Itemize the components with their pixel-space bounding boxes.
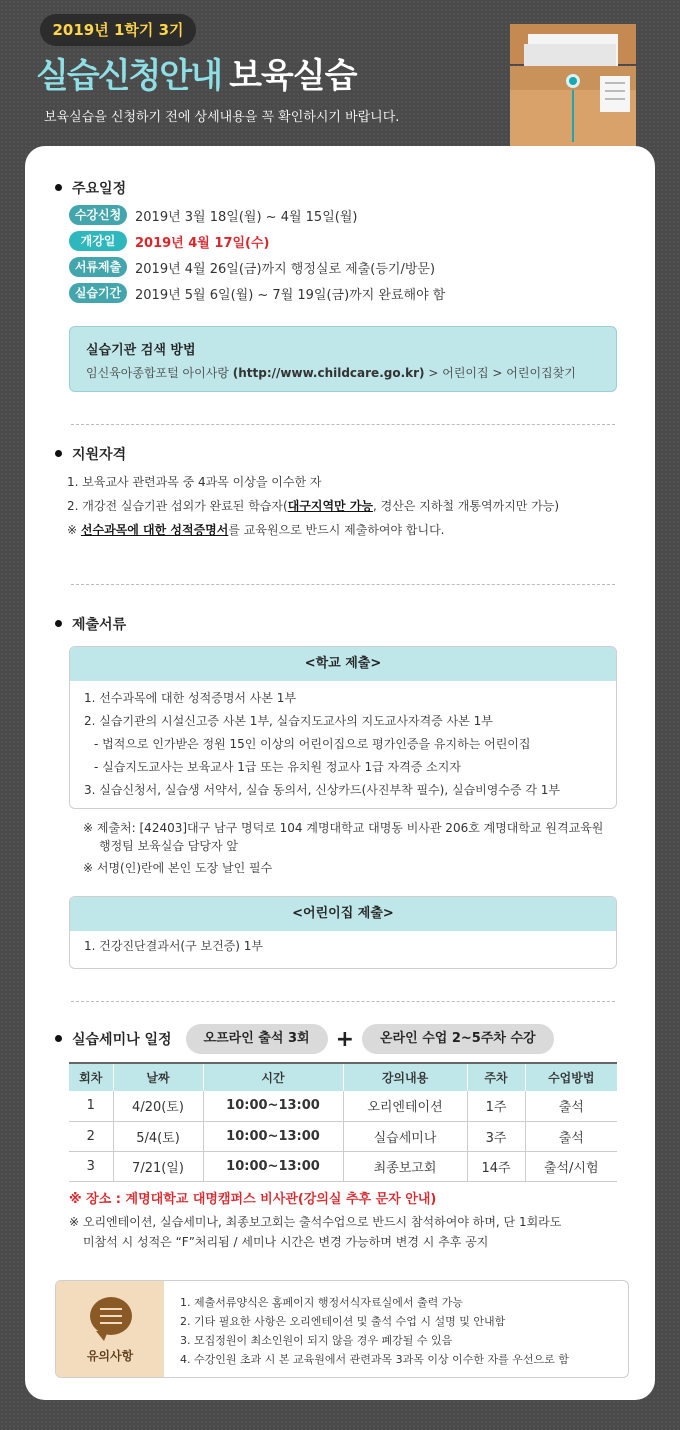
caution-label-panel bbox=[56, 1281, 164, 1378]
schedule-row bbox=[69, 280, 629, 306]
schedule-row bbox=[69, 228, 629, 254]
seminar-place: ※ 장소 : 계명대학교 대명캠퍼스 비사관(강의실 추후 문자 안내) bbox=[69, 1192, 437, 1207]
divider bbox=[71, 584, 615, 585]
qualification-text: 를 교육원으로 반드시 제출하여야 합니다. bbox=[228, 523, 445, 537]
document-item: 3. 실습신청서, 실습생 서약서, 실습 동의서, 신상카드(사진부착 필수), 실습비영수증 각 1부 bbox=[84, 783, 560, 797]
qualification-list bbox=[67, 470, 627, 542]
section-title-schedule: 주요일정 bbox=[55, 178, 126, 198]
page-title bbox=[36, 48, 356, 98]
table-cell: 출석 bbox=[525, 1121, 617, 1151]
document-subitem: - 법적으로 인가받은 정원 15인 이상의 어린이집으로 평가인증을 유지하는 어린이집 bbox=[94, 737, 531, 751]
section-title-qualification: 지원자격 bbox=[55, 444, 126, 464]
school-documents-box bbox=[69, 646, 617, 809]
document-item: 2. 실습기관의 시설신고증 사본 1부, 실습지도교사의 지도교사자격증 사본 1부 bbox=[84, 714, 493, 728]
table-row bbox=[69, 1121, 617, 1151]
seminar-notes bbox=[69, 1190, 629, 1252]
seminar-note-cont: 미참석 시 성적은 “F”처리됨 / 세미나 시간은 변경 가능하며 변경 시 추후 공지 bbox=[83, 1235, 489, 1249]
school-documents-header: <학교 제출> bbox=[70, 647, 616, 681]
qualification-text: 2. 개강전 실습기관 섭외가 완료된 학습자( bbox=[67, 499, 288, 513]
search-portal-url[interactable]: (http://www.childcare.go.kr) bbox=[232, 366, 425, 380]
caution-item: 2. 기타 필요한 사항은 오리엔테이션 및 출석 수업 시 설명 및 안내함 bbox=[180, 1315, 506, 1328]
daycare-documents-header: <어린이집 제출> bbox=[70, 897, 616, 931]
document-item: 1. 건강진단결과서(구 보건증) 1부 bbox=[84, 939, 263, 953]
table-cell: 오리엔테이션 bbox=[343, 1091, 467, 1121]
table-cell: 10:00~13:00 bbox=[203, 1151, 343, 1181]
table-cell: 10:00~13:00 bbox=[203, 1121, 343, 1151]
qualification-item: 1. 보육교사 관련과목 중 4과목 이상을 이수한 자 bbox=[67, 475, 322, 489]
plus-sign: + bbox=[335, 1026, 354, 1052]
qualification-text: , 경산은 지하철 개통역까지만 가능) bbox=[373, 499, 560, 513]
column-header: 시간 bbox=[203, 1063, 343, 1091]
qualification-emphasis: 선수과목에 대한 성적증명서 bbox=[80, 523, 229, 537]
daycare-documents-box bbox=[69, 896, 617, 969]
schedule-text: 2019년 4월 26일(금)까지 행정실로 제출(등기/방문) bbox=[135, 261, 436, 277]
document-subitem: - 실습지도교사는 보육교사 1급 또는 유치원 정교사 1급 자격증 소지자 bbox=[94, 760, 461, 774]
divider bbox=[71, 1001, 615, 1002]
qualification-emphasis: 대구지역만 가능 bbox=[287, 499, 374, 513]
search-method-box bbox=[69, 326, 617, 392]
table-cell: 3 bbox=[69, 1151, 113, 1181]
column-header: 날짜 bbox=[113, 1063, 203, 1091]
speech-bubble-icon bbox=[90, 1297, 132, 1335]
documents-notes bbox=[83, 819, 633, 877]
table-cell: 5/4(토) bbox=[113, 1121, 203, 1151]
caution-box bbox=[55, 1280, 629, 1378]
section-title-seminar: 실습세미나 일정 bbox=[55, 1029, 172, 1049]
search-portal-breadcrumb: > 어린이집 > 어린이집찾기 bbox=[428, 366, 576, 380]
qualification-text: ※ bbox=[67, 523, 78, 537]
table-cell: 실습세미나 bbox=[343, 1121, 467, 1151]
schedule-row bbox=[69, 254, 629, 280]
divider bbox=[71, 424, 615, 425]
term-badge: 2019년 1학기 3기 bbox=[40, 14, 196, 46]
table-cell: 3주 bbox=[467, 1121, 525, 1151]
table-cell: 1 bbox=[69, 1091, 113, 1121]
table-header-row bbox=[69, 1063, 617, 1091]
table-row bbox=[69, 1151, 617, 1181]
table-cell: 7/21(일) bbox=[113, 1151, 203, 1181]
daycare-documents-body bbox=[70, 931, 616, 968]
note-item: ※ 서명(인)란에 본인 도장 날인 필수 bbox=[83, 861, 273, 875]
column-header: 강의내용 bbox=[343, 1063, 467, 1091]
qualification-item bbox=[67, 494, 627, 518]
search-method-title: 실습기관 검색 방법 bbox=[86, 343, 196, 358]
section-title-documents: 제출서류 bbox=[55, 614, 126, 634]
caution-item: 3. 모집정원이 최소인원이 되지 않을 경우 폐강될 수 있음 bbox=[180, 1334, 453, 1347]
table-cell: 출석/시험 bbox=[525, 1151, 617, 1181]
envelope-string bbox=[572, 90, 574, 142]
table-cell: 4/20(토) bbox=[113, 1091, 203, 1121]
document-item: 1. 선수과목에 대한 성적증명서 사본 1부 bbox=[84, 691, 297, 705]
table-cell: 출석 bbox=[525, 1091, 617, 1121]
column-header: 주차 bbox=[467, 1063, 525, 1091]
seminar-header bbox=[55, 1024, 554, 1054]
schedule-list bbox=[69, 202, 629, 306]
offline-badge: 오프라인 출석 3회 bbox=[186, 1024, 328, 1054]
table-cell: 10:00~13:00 bbox=[203, 1091, 343, 1121]
envelope-illustration bbox=[510, 12, 636, 146]
table-cell: 14주 bbox=[467, 1151, 525, 1181]
caution-label: 유의사항 bbox=[86, 1349, 134, 1363]
schedule-tag: 실습기간 bbox=[69, 283, 127, 303]
search-portal-name: 임신육아종합포털 아이사랑 bbox=[86, 366, 229, 380]
title-accent: 실습신청안내 bbox=[36, 56, 222, 96]
caution-item: 1. 제출서류양식은 홈페이지 행정서식자료실에서 출력 가능 bbox=[180, 1296, 463, 1309]
schedule-tag: 서류제출 bbox=[69, 257, 127, 277]
title-plain: 보육실습 bbox=[229, 56, 357, 96]
note-item-cont: 행정팀 보육실습 담당자 앞 bbox=[99, 839, 238, 853]
seminar-table bbox=[69, 1062, 617, 1182]
schedule-tag: 수강신청 bbox=[69, 205, 127, 225]
schedule-tag: 개강일 bbox=[69, 231, 127, 251]
qualification-item bbox=[67, 518, 627, 542]
table-cell: 1주 bbox=[467, 1091, 525, 1121]
caution-item: 4. 수강인원 초과 시 본 교육원에서 관련과목 3과목 이상 이수한 자를 우선으로 함 bbox=[180, 1353, 569, 1366]
table-cell: 2 bbox=[69, 1121, 113, 1151]
column-header: 회차 bbox=[69, 1063, 113, 1091]
page-subtitle: 보육실습을 신청하기 전에 상세내용을 꼭 확인하시기 바랍니다. bbox=[44, 110, 400, 125]
online-badge: 온라인 수업 2~5주차 수강 bbox=[362, 1024, 554, 1054]
envelope-button bbox=[566, 74, 580, 88]
table-row bbox=[69, 1091, 617, 1121]
content-card bbox=[25, 146, 655, 1400]
column-header: 수업방법 bbox=[525, 1063, 617, 1091]
seminar-note: ※ 오리엔테이션, 실습세미나, 최종보고회는 출석수업으로 반드시 참석하여야 하며, 단 1회라도 bbox=[69, 1215, 562, 1229]
schedule-text-highlight: 2019년 4월 17일(수) bbox=[135, 235, 270, 251]
table-cell: 최종보고회 bbox=[343, 1151, 467, 1181]
school-documents-body bbox=[70, 681, 616, 808]
search-method-path bbox=[86, 364, 600, 381]
note-item: ※ 제출처: [42403]대구 남구 명덕로 104 계명대학교 대명동 비사관 206호 계명대학교 원격교육원 bbox=[83, 821, 604, 835]
schedule-row bbox=[69, 202, 629, 228]
schedule-text: 2019년 3월 18일(월) ~ 4월 15일(월) bbox=[135, 209, 358, 225]
caution-list bbox=[180, 1293, 620, 1369]
envelope-note bbox=[600, 76, 630, 112]
schedule-text: 2019년 5월 6일(월) ~ 7월 19일(금)까지 완료해야 함 bbox=[135, 287, 446, 303]
